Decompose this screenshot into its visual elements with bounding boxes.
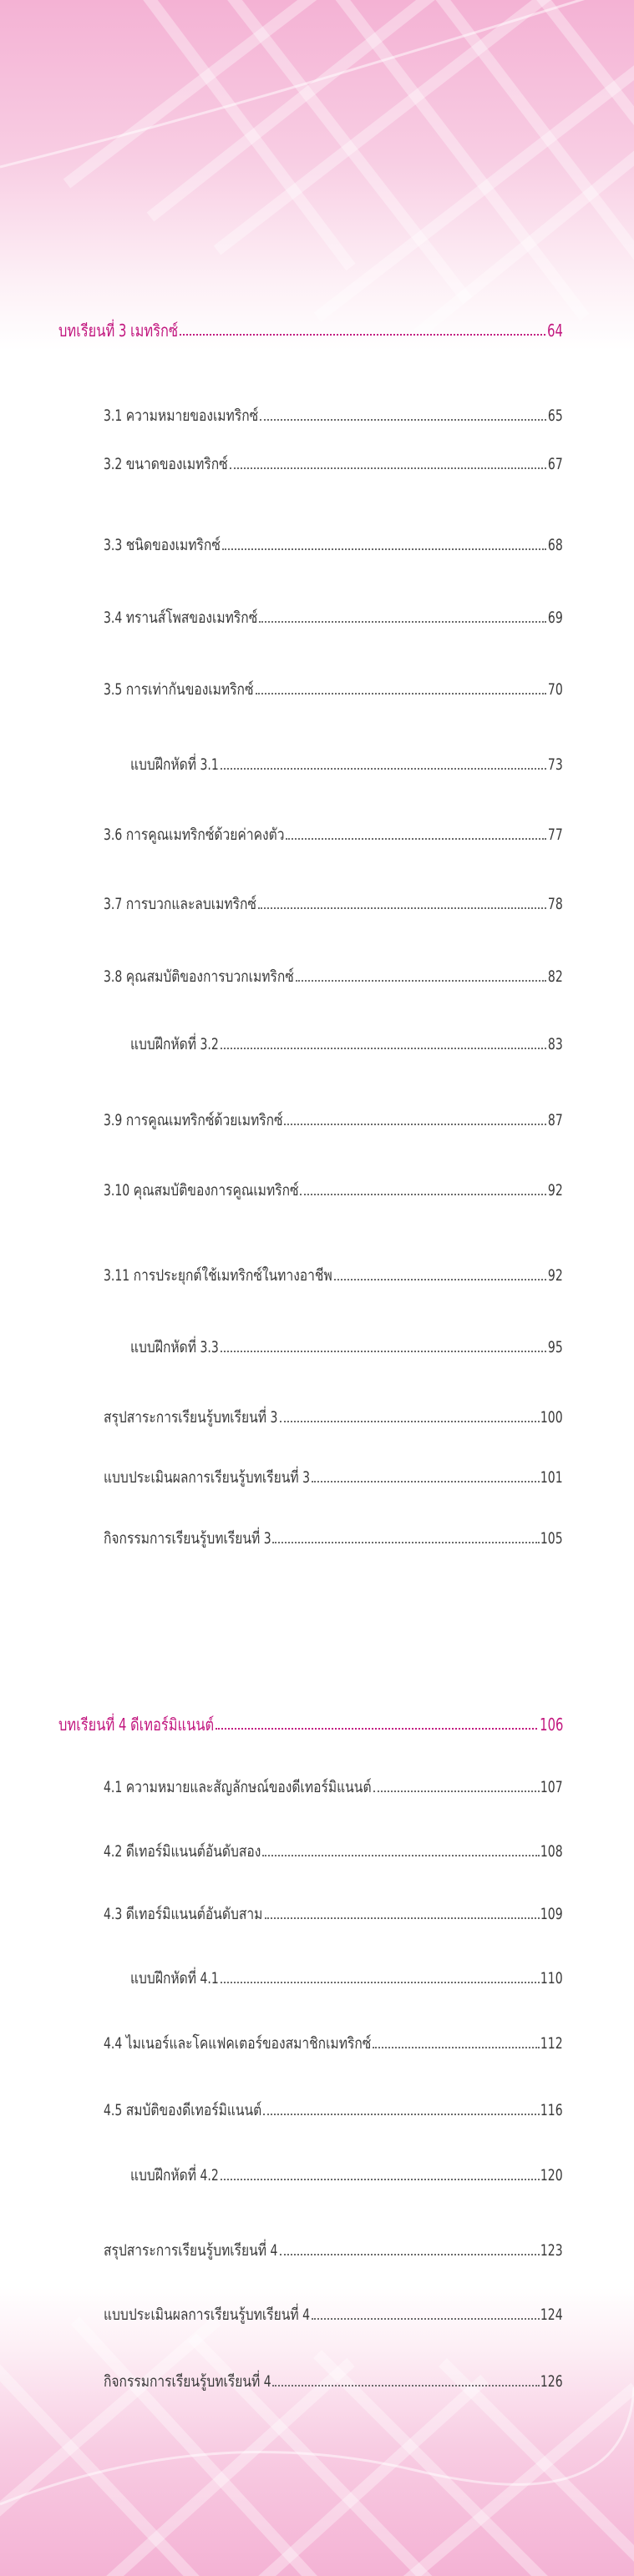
entry-label: 4.3 ดีเทอร์มิแนนต์อันดับสาม (104, 1905, 263, 1923)
leader-dots (286, 838, 546, 840)
entry-label: แบบฝึกหัดที่ 3.2 (130, 1035, 219, 1053)
leader-dots (259, 621, 546, 623)
leader-dots (221, 1351, 547, 1352)
leader-dots (230, 467, 546, 469)
leader-dots (265, 1917, 540, 1919)
leader-dots (280, 2254, 540, 2255)
section-entry[interactable] (104, 1095, 563, 1129)
section-entry[interactable] (104, 391, 563, 424)
section-entry[interactable] (104, 1165, 563, 1199)
exercise-entry[interactable] (130, 1953, 563, 1987)
entry-page-number: 124 (540, 2306, 563, 2324)
entry-label: กิจกรรมการเรียนรู้บทเรียนที่ 3 (104, 1529, 271, 1548)
section-entry[interactable] (104, 664, 563, 698)
section-entry[interactable] (104, 1889, 563, 1922)
entry-page-number: 70 (548, 680, 563, 699)
entry-page-number: 95 (548, 1338, 563, 1356)
section-entry[interactable] (104, 593, 563, 626)
entry-page-number: 126 (540, 2372, 563, 2391)
leader-dots (296, 980, 547, 982)
leader-dots (260, 419, 546, 421)
entry-page-number: 112 (540, 2034, 563, 2053)
entry-label: 3.3 ชนิดของเมทริกซ์ (104, 536, 221, 554)
leader-dots (221, 2179, 540, 2180)
entry-label: แบบฝึกหัดที่ 3.3 (130, 1338, 219, 1356)
section-entry[interactable] (104, 1826, 563, 1860)
chapter-heading[interactable] (58, 306, 563, 339)
exercise-entry[interactable] (130, 1019, 563, 1053)
leader-dots (300, 1194, 546, 1195)
entry-page-number: 109 (540, 1905, 563, 1923)
summary-entry[interactable] (104, 2290, 563, 2323)
summary-entry[interactable] (104, 2225, 563, 2259)
entry-label: 4.2 ดีเทอร์มิแนนต์อันดับสอง (104, 1842, 261, 1861)
entry-page-number: 92 (548, 1266, 563, 1285)
entry-label: 3.4 ทรานส์โพสของเมทริกซ์ (104, 609, 258, 627)
section-entry[interactable] (104, 520, 563, 553)
entry-label: 3.1 ความหมายของเมทริกซ์ (104, 407, 259, 425)
entry-page-number: 69 (548, 609, 563, 627)
chapter-page-number: 64 (547, 321, 563, 341)
entry-page-number: 87 (548, 1111, 563, 1129)
leader-dots (312, 1481, 539, 1482)
entry-page-number: 78 (548, 895, 563, 913)
entry-label: แบบฝึกหัดที่ 4.2 (130, 2166, 219, 2185)
entry-page-number: 108 (540, 1842, 563, 1861)
leader-dots (221, 1982, 540, 1983)
entry-label: 3.10 คุณสมบัติของการคูณเมทริกซ์ (104, 1181, 299, 1200)
entry-label: 3.5 การเท่ากันของเมทริกซ์ (104, 680, 254, 699)
entry-label: 3.7 การบวกและลบเมทริกซ์ (104, 895, 257, 913)
exercise-entry[interactable] (130, 1322, 563, 1356)
entry-page-number: 68 (548, 536, 563, 554)
leader-dots (222, 548, 547, 550)
entry-page-number: 123 (540, 2241, 563, 2260)
leader-dots (334, 1279, 547, 1280)
entry-label: 3.6 การคูณเมทริกซ์ด้วยค่าคงตัว (104, 826, 285, 844)
entry-page-number: 82 (548, 967, 563, 986)
section-entry[interactable] (104, 2018, 563, 2052)
entry-label: สรุปสาระการเรียนรู้บทเรียนที่ 3 (104, 1408, 278, 1427)
entry-page-number: 65 (548, 407, 563, 425)
section-entry[interactable] (104, 810, 563, 843)
entry-label: 3.11 การประยุกต์ใช้เมทริกซ์ในทางอาชีพ (104, 1266, 332, 1285)
chapter-heading[interactable] (58, 1700, 563, 1733)
leader-dots (280, 1421, 540, 1422)
leader-dots (373, 2047, 540, 2048)
entry-page-number: 107 (540, 1778, 563, 1796)
section-entry[interactable] (104, 952, 563, 985)
entry-label: 3.8 คุณสมบัติของการบวกเมทริกซ์ (104, 967, 294, 986)
chapter-title: บทเรียนที่ 3 เมทริกซ์ (58, 321, 179, 341)
leader-dots (216, 1728, 537, 1730)
entry-page-number: 92 (548, 1181, 563, 1200)
exercise-entry[interactable] (130, 740, 563, 773)
entry-page-number: 83 (548, 1035, 563, 1053)
entry-label: 4.1 ความหมายและสัญลักษณ์ของดีเทอร์มิแนนต์ (104, 1778, 372, 1796)
section-entry[interactable] (104, 879, 563, 912)
entry-label: แบบฝึกหัดที่ 4.1 (130, 1969, 219, 1988)
chapter-page-number: 106 (539, 1715, 563, 1735)
leader-dots (180, 334, 546, 336)
summary-entry[interactable] (104, 1452, 563, 1486)
entry-label: 4.5 สมบัติของดีเทอร์มิแนนต์ (104, 2101, 262, 2119)
entry-page-number: 73 (548, 755, 563, 774)
summary-entry[interactable] (104, 1392, 563, 1426)
leader-dots (221, 1048, 547, 1049)
entry-label: สรุปสาระการเรียนรู้บทเรียนที่ 4 (104, 2241, 278, 2260)
section-entry[interactable] (104, 2085, 563, 2119)
entry-page-number: 67 (548, 455, 563, 473)
leader-dots (284, 1124, 546, 1125)
exercise-entry[interactable] (130, 2150, 563, 2184)
leader-dots (221, 768, 547, 770)
entry-label: 4.4 ไมเนอร์และโคแฟคเตอร์ของสมาชิกเมทริกซ์ (104, 2034, 372, 2053)
entry-page-number: 101 (540, 1468, 563, 1487)
entry-label: แบบฝึกหัดที่ 3.1 (130, 755, 219, 774)
leader-dots (272, 1542, 539, 1543)
entry-page-number: 110 (540, 1969, 563, 1988)
leader-dots (272, 2385, 539, 2387)
entry-label: แบบประเมินผลการเรียนรู้บทเรียนที่ 3 (104, 1468, 311, 1487)
leader-dots (373, 1791, 540, 1792)
section-entry[interactable] (104, 439, 563, 472)
entry-label: แบบประเมินผลการเรียนรู้บทเรียนที่ 4 (104, 2306, 311, 2324)
entry-label: 3.9 การคูณเมทริกซ์ด้วยเมทริกซ์ (104, 1111, 283, 1129)
leader-dots (312, 2318, 539, 2320)
leader-dots (258, 907, 546, 909)
entry-page-number: 105 (540, 1529, 563, 1548)
section-entry[interactable] (104, 1250, 563, 1284)
leader-dots (256, 693, 547, 695)
entry-page-number: 100 (540, 1408, 563, 1427)
entry-page-number: 77 (548, 826, 563, 844)
leader-dots (262, 1855, 539, 1856)
summary-entry[interactable] (104, 1513, 563, 1547)
entry-page-number: 116 (540, 2101, 563, 2119)
entry-label: กิจกรรมการเรียนรู้บทเรียนที่ 4 (104, 2372, 271, 2391)
leader-dots (263, 2114, 539, 2115)
summary-entry[interactable] (104, 2356, 563, 2390)
entry-label: 3.2 ขนาดของเมทริกซ์ (104, 455, 228, 473)
entry-page-number: 120 (540, 2166, 563, 2185)
section-entry[interactable] (104, 1762, 563, 1796)
chapter-title: บทเรียนที่ 4 ดีเทอร์มิแนนต์ (58, 1715, 215, 1735)
